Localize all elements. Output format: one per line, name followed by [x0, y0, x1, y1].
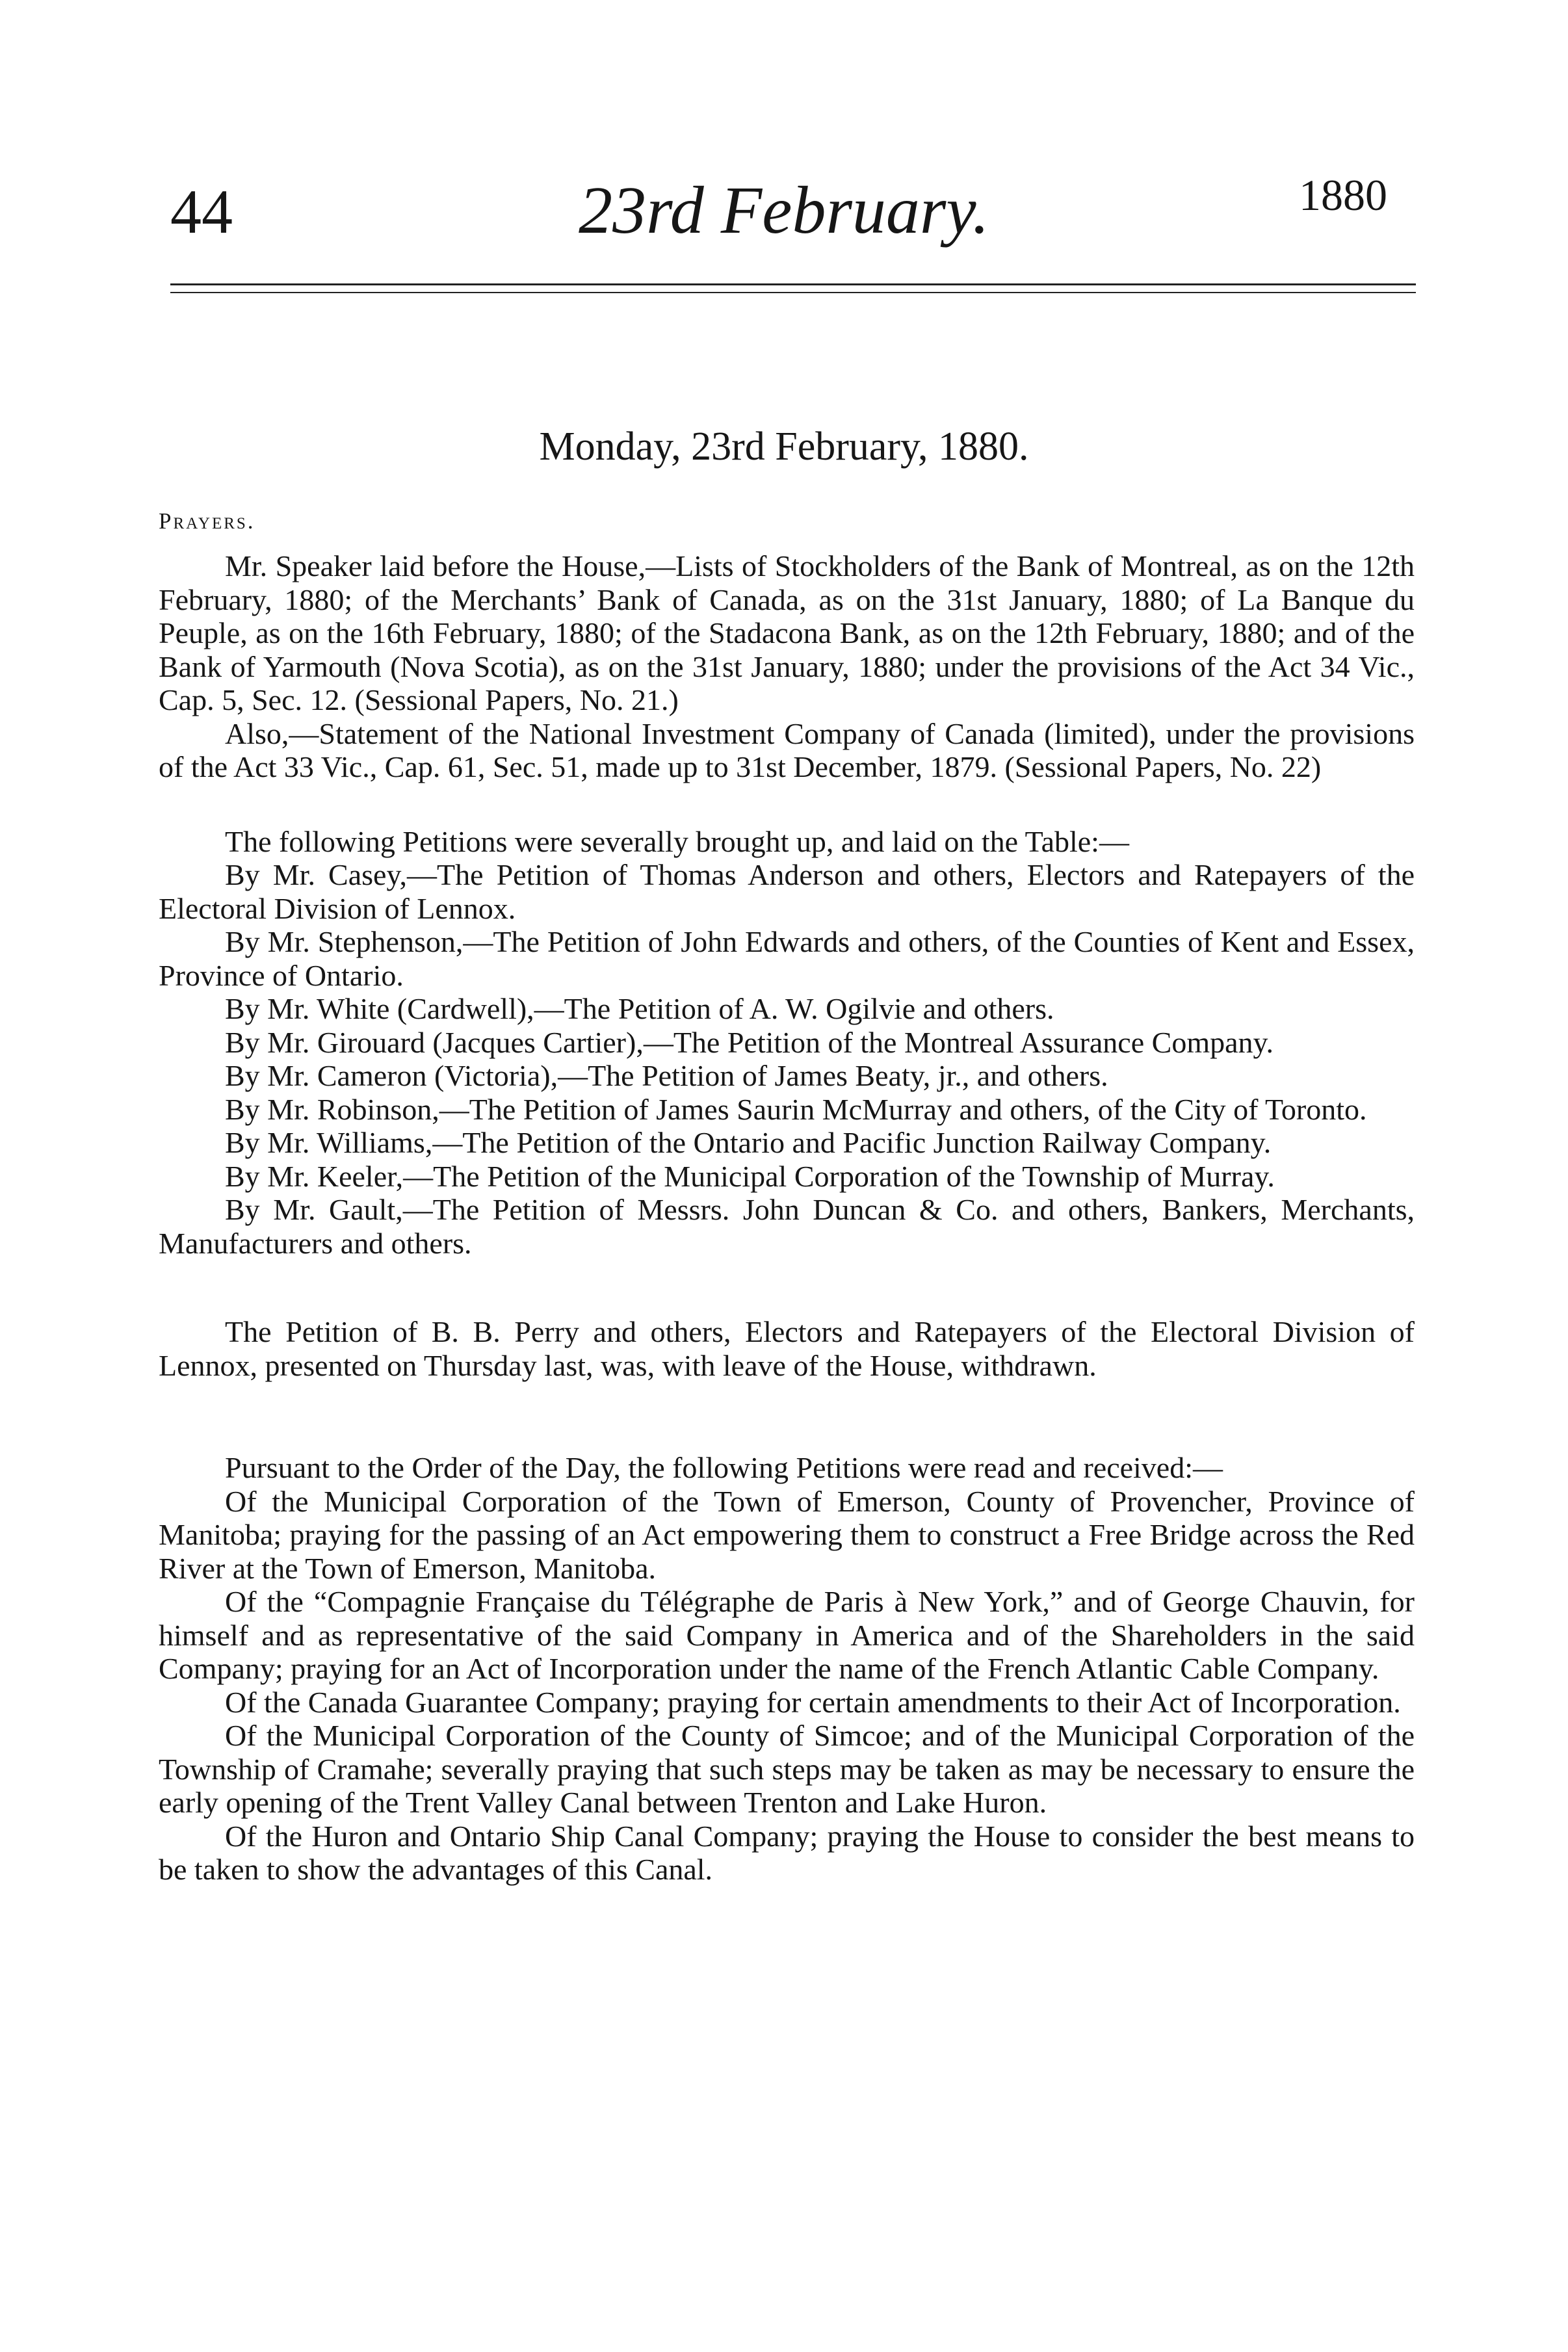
- petition-entry: By Mr. Robinson,—The Petition of James Saurin McMurray and others, of the City of Toronto.: [225, 1092, 1367, 1126]
- margin-note-prayers: Prayers.: [159, 508, 255, 534]
- journal-body: [159, 549, 1415, 1887]
- paragraph-stockholder-lists: Mr. Speaker laid before the House,—Lists of Stockholders of the Bank of Montreal, as on the 12th February, 1880; of the Merchants’ Bank of Canada, as on the 31st January, 1880; of La Banque du Peuple, as on the 16th February, 1880; of the Stadacona Bank, as on the 12th February, 1880; and of the Bank of Yarmouth (Nova Scotia), as on the 31st January, 1880; under the provisions of the Act 34 Vic., Cap. 5, Sec. 12. (Sessional Papers, No. 21.): [159, 549, 1415, 716]
- page-number: 44: [170, 177, 233, 246]
- header-rule: [170, 283, 1416, 285]
- paragraph-national-investment-statement: Also,—Statement of the National Investment Company of Canada (limited), under the provisions of the Act 33 Vic., Cap. 61, Sec. 51, made up to 31st December, 1879. (Sessional Papers, No. 22): [159, 716, 1415, 783]
- petition-entry: By Mr. Williams,—The Petition of the Ontario and Pacific Junction Railway Company.: [225, 1126, 1272, 1159]
- paragraph-petitions-read: Pursuant to the Order of the Day, the following Petitions were read and received:—: [225, 1451, 1223, 1484]
- petition-entry: By Mr. Stephenson,—The Petition of John Edwards and others, of the Counties of Kent and Essex, Province of Ontario.: [159, 925, 1415, 992]
- petition-entry: By Mr. Gault,—The Petition of Messrs. John Duncan & Co. and others, Bankers, Merchants, Manufacturers and others.: [159, 1193, 1415, 1260]
- running-header: [0, 0, 1568, 312]
- petition-received-entry: Of the “Compagnie Française du Télégraphe de Paris à New York,” and of George Chauvin, for himself and as representative of the said Company in America and of the Shareholders in the said Company; praying for an Act of Incorporation under the name of the French Atlantic Cable Company.: [159, 1585, 1415, 1685]
- petition-entry: By Mr. Casey,—The Petition of Thomas Anderson and others, Electors and Ratepayers of the Electoral Division of Lennox.: [159, 858, 1415, 925]
- petition-entry: By Mr. Cameron (Victoria),—The Petition of James Beaty, jr., and others.: [225, 1059, 1108, 1092]
- petition-entry: By Mr. Keeler,—The Petition of the Municipal Corporation of the Township of Murray.: [225, 1159, 1275, 1193]
- sitting-date-heading: Monday, 23rd February, 1880.: [539, 425, 1029, 469]
- header-year: 1880: [1299, 170, 1387, 220]
- petition-received-entry: Of the Municipal Corporation of the Town of Emerson, County of Provencher, Province of Manitoba; praying for the passing of an Act empowering them to construct a Free Bridge across the Red River at the Town of Emerson, Manitoba.: [159, 1484, 1415, 1585]
- paragraph-petitions-brought-up: The following Petitions were severally brought up, and laid on the Table:—: [225, 824, 1129, 858]
- header-rule-double: [170, 292, 1416, 293]
- petition-received-entry: Of the Municipal Corporation of the County of Simcoe; and of the Municipal Corporation of the Township of Cramahe; severally praying that such steps may be taken as may be necessary to ensure the early opening of the Trent Valley Canal between Trenton and Lake Huron.: [159, 1719, 1415, 1819]
- header-date-title: 23rd February.: [579, 173, 989, 248]
- paragraph-petition-withdrawn: The Petition of B. B. Perry and others, Electors and Ratepayers of the Electoral Division of Lennox, presented on Thursday last, was, with leave of the House, withdrawn.: [159, 1315, 1415, 1382]
- petition-received-entry: Of the Huron and Ontario Ship Canal Company; praying the House to consider the best means to be taken to show the advantages of this Canal.: [159, 1819, 1415, 1886]
- petition-entry: By Mr. Girouard (Jacques Cartier),—The Petition of the Montreal Assurance Company.: [225, 1025, 1274, 1059]
- petition-received-entry: Of the Canada Guarantee Company; praying for certain amendments to their Act of Incorporation.: [225, 1685, 1401, 1719]
- petition-entry: By Mr. White (Cardwell),—The Petition of A. W. Ogilvie and others.: [225, 992, 1054, 1025]
